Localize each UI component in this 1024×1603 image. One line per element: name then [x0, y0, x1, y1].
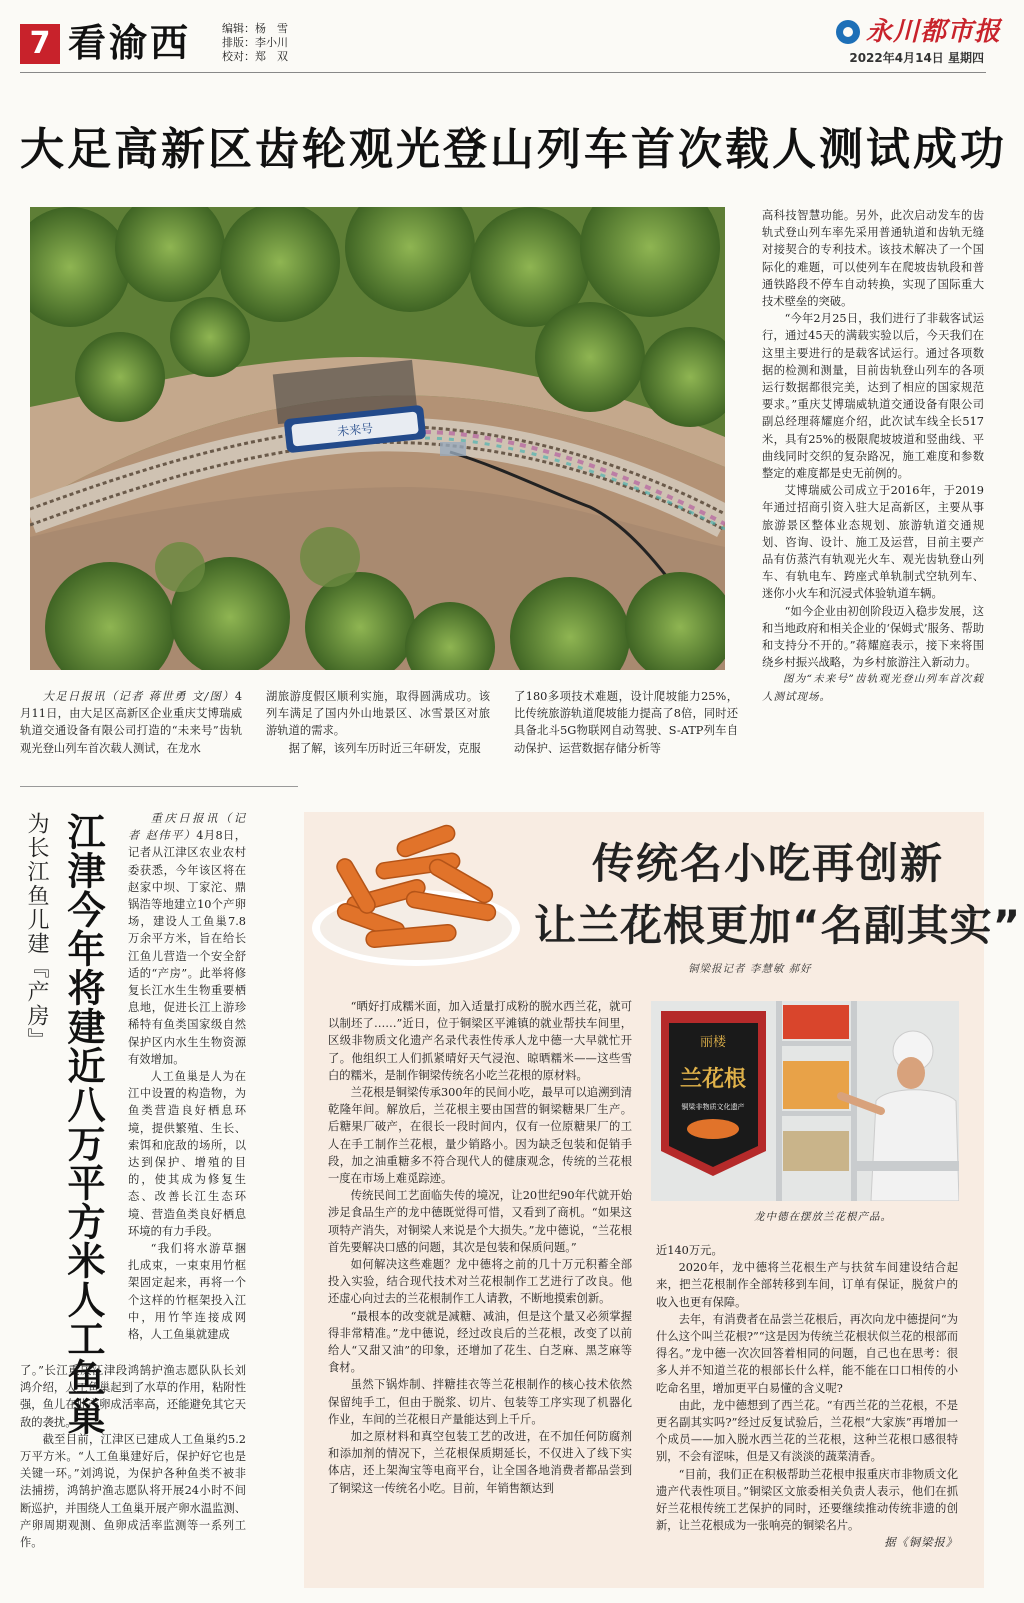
train-aerial-photo: [30, 207, 725, 670]
story1-col1-text: 4月11日，由大足区高新区企业重庆艾博瑞威轨道交通设备有限公司打造的“未来号”齿轨观光登山列车首次载人测试，在龙水: [20, 690, 242, 755]
train-aerial-illustration: [30, 207, 725, 670]
story2-byline: 重庆日报讯（记者 赵伟平）: [128, 812, 246, 843]
story1-headline: 大足高新区齿轮观光登山列车首次载人测试成功: [20, 124, 1007, 175]
story3-paragraph: “目前，我们正在积极帮助兰花根申报重庆市非物质文化遗产代表性项目。”铜梁区文旅委相关负责人表示，他们在抓好兰花根传统工艺保护的同时，还要继续推动传统非遗的创新，让兰花根成为一张响亮的铜梁名片。: [656, 1467, 958, 1533]
story2-wide-col: [20, 1362, 246, 1551]
story2-subtitle: 为长江鱼儿建『产房』: [24, 812, 49, 1052]
story1-col4: [762, 207, 984, 706]
product-display-illustration: [651, 1001, 959, 1201]
issue-date: 2022年4月14日 星期四: [849, 51, 984, 65]
story1-paragraph: 艾博瑞威公司成立于2016年，于2019年通过招商引资入驻大足高新区，主要从事旅游景区整体业态规划、旅游轨道交通规划、咨询、设计、施工及运营，目前主要产品有仿蒸汽有轨观光火车、观光齿轨登山列车、有轨电车、跨座式单轨制式空轨列车、迷你小火车和沉浸式体验轨道车辆。: [762, 484, 984, 601]
story1-photo-caption: 图为“未来号”齿轨观光登山列车首次载人测试现场。: [762, 673, 984, 703]
story3-photo-caption: 龙中德在摆放兰花根产品。: [754, 1211, 892, 1223]
story2-narrow-col: [128, 810, 246, 1343]
staff-credits: [222, 22, 288, 64]
product-display-photo: [651, 1001, 959, 1201]
story3-paragraph: “晒好打成糯米面，加入适量打成粉的脱水西兰花，就可以制坯了……”近日，位于铜梁区平滩镇的就业帮扶车间里，区级非物质文化遗产名录代表性传承人龙中德一大早就忙开了。他组织工人们抓紧晴好天气浸泡、晾晒糯米——这些雪白的糯米，是制作铜梁传统名小吃兰花根的原材料。: [328, 1000, 632, 1082]
section-title: 看渝西: [68, 20, 192, 65]
story3-byline: 铜梁报记者 李慧敏 郝好: [688, 963, 812, 975]
story2-paragraph: 了。”长江重庆江津段鸿鹄护渔志愿队队长刘鸿介绍，人工鱼巢起到了水草的作用，粘附性强，鱼儿在此产卵成活率高，还能避免其它天敌的袭扰。: [20, 1364, 246, 1429]
staff-proof: 校对：郑 双: [222, 50, 288, 63]
story3-paragraph: 2020年，龙中德将兰花根生产与扶贫车间建设结合起来，把兰花根制作全部转移到车间，订单有保证，脱贫户的收入也更有保障。: [656, 1261, 958, 1309]
story1-col2: [266, 688, 490, 757]
banner-subtitle: 铜梁非物质文化遗产: [681, 1103, 745, 1111]
story3-headline-line1: 传统名小吃再创新: [592, 839, 945, 888]
story1-col3: [514, 688, 738, 757]
story3-col1: [328, 998, 632, 1497]
story1-byline: 大足日报讯（记者 蒋世勇 文/图）: [42, 690, 235, 703]
story3-paragraph: 由此，龙中德想到了西兰花。“有西兰花的兰花根，不是更名副其实吗?”经过反复试验后，兰花根“大家族”再增加一个成员——加入脱水西兰花的兰花根，这种兰花根口感很特别，不会有涩味，但是又有淡淡的蔬菜清香。: [656, 1398, 958, 1464]
banner-title: 兰花根: [679, 1066, 747, 1092]
story3-col2: [656, 1242, 958, 1552]
story1-paragraph: 了180多项技术难题，设计爬坡能力25%，比传统旅游轨道爬坡能力提高了8倍，同时还具备北斗5G物联网自动驾驶、S-ATP列车自动保护、运营数据存储分析等: [514, 690, 738, 755]
story2-headline: 江津今年将建近八万平方米人工鱼巢: [61, 812, 105, 1436]
story1-paragraph: “今年2月25日，我们进行了非载客试运行，通过45天的满载实验以后，今天我们在这里主要进行的是载客试运行。通过各项数据的检测和测量，目前齿轨登山列车的各项运行数据都很完美，达到了相应的国家规范要求。”重庆艾博瑞威轨道交通设备有限公司副总经理蒋耀庭介绍，此次试车线全长517米，具有25%的极限爬坡坡道和竖曲线、平曲线同时交织的复杂路况，施工难度和参数整定的难度都是史无前例的。: [762, 312, 984, 481]
story3-headline-line2: 让兰花根更加“名副其实”: [534, 901, 1022, 950]
story2-paragraph: 人工鱼巢是人为在江中设置的构造物，为鱼类营造良好栖息环境，提供繁殖、生长、索饵和庇敌的场所，以达到保护、增殖的目的，使其成为修复生态、改善长江生态环境、营造鱼类良好栖息环境的有力手段。: [128, 1070, 246, 1238]
page-number: 7: [20, 24, 60, 64]
story3-paragraph: 传统民间工艺面临失传的境况，让20世纪90年代就开始涉足食品生产的龙中德既觉得可惜，又看到了商机。“如果这项特产消失，对铜梁人来说是个大损失。”龙中德说，“兰花根首先要解决口感的问题，其次是包装和保质问题。”: [328, 1189, 632, 1254]
train-sign: 未来号: [336, 421, 374, 439]
story1-paragraph: “如今企业由初创阶段迈入稳步发展，这和当地政府和相关企业的‘保姆式’服务、帮助和支持分不开的。”蒋耀庭表示，接下来将围绕乡村振兴战略，为乡村旅游注入新动力。: [762, 604, 984, 670]
banner-brand: 丽楼: [699, 1035, 727, 1050]
story3-paragraph: 加之原材料和真空包装工艺的改进，在不加任何防腐剂和添加剂的情况下，兰花根保质期延长，不仅进入了线下实体店，还上架淘宝等电商平台，让全国各地消费者都品尝到了铜梁这一传统名小吃。目前，年销售额达到: [328, 1430, 632, 1495]
story3-paragraph: 虽然下锅炸制、拌糖挂衣等兰花根制作的核心技术依然保留纯手工，但由于脱浆、切片、包装等工序实现了机器化作业，车间的兰花根日产量能达到上千斤。: [328, 1378, 632, 1426]
story2-paragraph: 4月8日，记者从江津区农业农村委获悉，今年该区将在赵家中坝、丁家沱、鼎锅浩等地建立10个产卵场，建设人工鱼巢7.8万余平方米，旨在给长江鱼儿营造一个安全舒适的“产房”。此举将修复长江水生生物重要栖息地，促进长江上游珍稀特有鱼类国家级自然保护区内水生生物资源有效增加。: [128, 829, 246, 1066]
newspaper-name: 永川都市报: [866, 17, 1002, 47]
story3-source: 据《铜梁报》: [884, 1536, 958, 1550]
story3-paragraph: 去年，有消费者在品尝兰花根后，再次向龙中德提问“为什么这个叫兰花根?”“这是因为传统兰花根状似兰花的根部而得名。”龙中德一次次回答着相同的问题，自己也在思考：很多人并不知道兰花的根部长什么样，能不能在口口相传的小吃命名里，增加更平白易懂的含义呢?: [656, 1312, 958, 1395]
story1-col1: [20, 688, 242, 757]
story2-paragraph: “我们将水游草捆扎成束，一束束用竹框架固定起来，再将一个个这样的竹框架投入江中，用竹竿连接成网格，人工鱼巢就建成: [128, 1242, 246, 1342]
staff-editor: 编辑：杨 雪: [222, 22, 288, 35]
story1-paragraph: 高科技智慧功能。另外，此次启动发车的齿轨式登山列车率先采用普通轨道和齿轨无缝对接契合的专利技术。该技术解决了一个国际化的难题，可以使列车在爬坡齿轨段和普通铁路段不停车自动转换，实现了国际重大技术壁垒的突破。: [762, 209, 984, 309]
story3-paragraph: 兰花根是铜梁传承300年的民间小吃，最早可以追溯到清乾隆年间。解放后，兰花根主要由国营的铜梁糖果厂生产。后糖果厂破产，在很长一段时间内，仅有一位原糖果厂的工人在手工制作兰花根，量少销路小。因为缺乏包装和促销手段，加之油重糖多不符合现代人的健康观念，传统的兰花根一度在市场上难觅踪迹。: [328, 1086, 632, 1186]
story3-paragraph: 近140万元。: [656, 1244, 723, 1257]
snack-plate-illustration: [306, 818, 528, 970]
newspaper-logo-icon: [836, 20, 860, 44]
story1-paragraph: 湖旅游度假区顺利实施，取得圆满成功。该列车满足了国内外山地景区、冰雪景区对旅游轨道的需求。: [266, 690, 490, 738]
story2-top-rule: [20, 786, 298, 787]
story3-paragraph: “最根本的改变就是减糖、减油，但是这个量又必须掌握得非常精准。”龙中德说，经过改良后的兰花根，改变了以前给人“又甜又油”的印象，还增加了花生、白芝麻、黑芝麻等食材。: [328, 1309, 632, 1375]
story2-paragraph: 截至目前，江津区已建成人工鱼巢约5.2万平方米。“人工鱼巢建好后，保护好它也是关键一环。”刘鸿说，为保护各种鱼类不被非法捕捞，鸿鹄护渔志愿队将开展24小时不间断巡护，并围绕人工鱼巢开展产卵水温监测、产卵周期观测、鱼卵成活率监测等一系列工作。: [20, 1432, 246, 1550]
story1-paragraph: 据了解，该列车历时近三年研发，克服: [288, 741, 481, 755]
staff-layout: 排版：李小川: [222, 36, 288, 49]
header-divider: [20, 72, 986, 73]
story3-paragraph: 如何解决这些难题？龙中德将之前的几十万元积蓄全部投入实验，结合现代技术对兰花根制作工艺进行了改良。他还虚心向过去的兰花根制作工人请教，不断地摸索创新。: [328, 1258, 632, 1306]
